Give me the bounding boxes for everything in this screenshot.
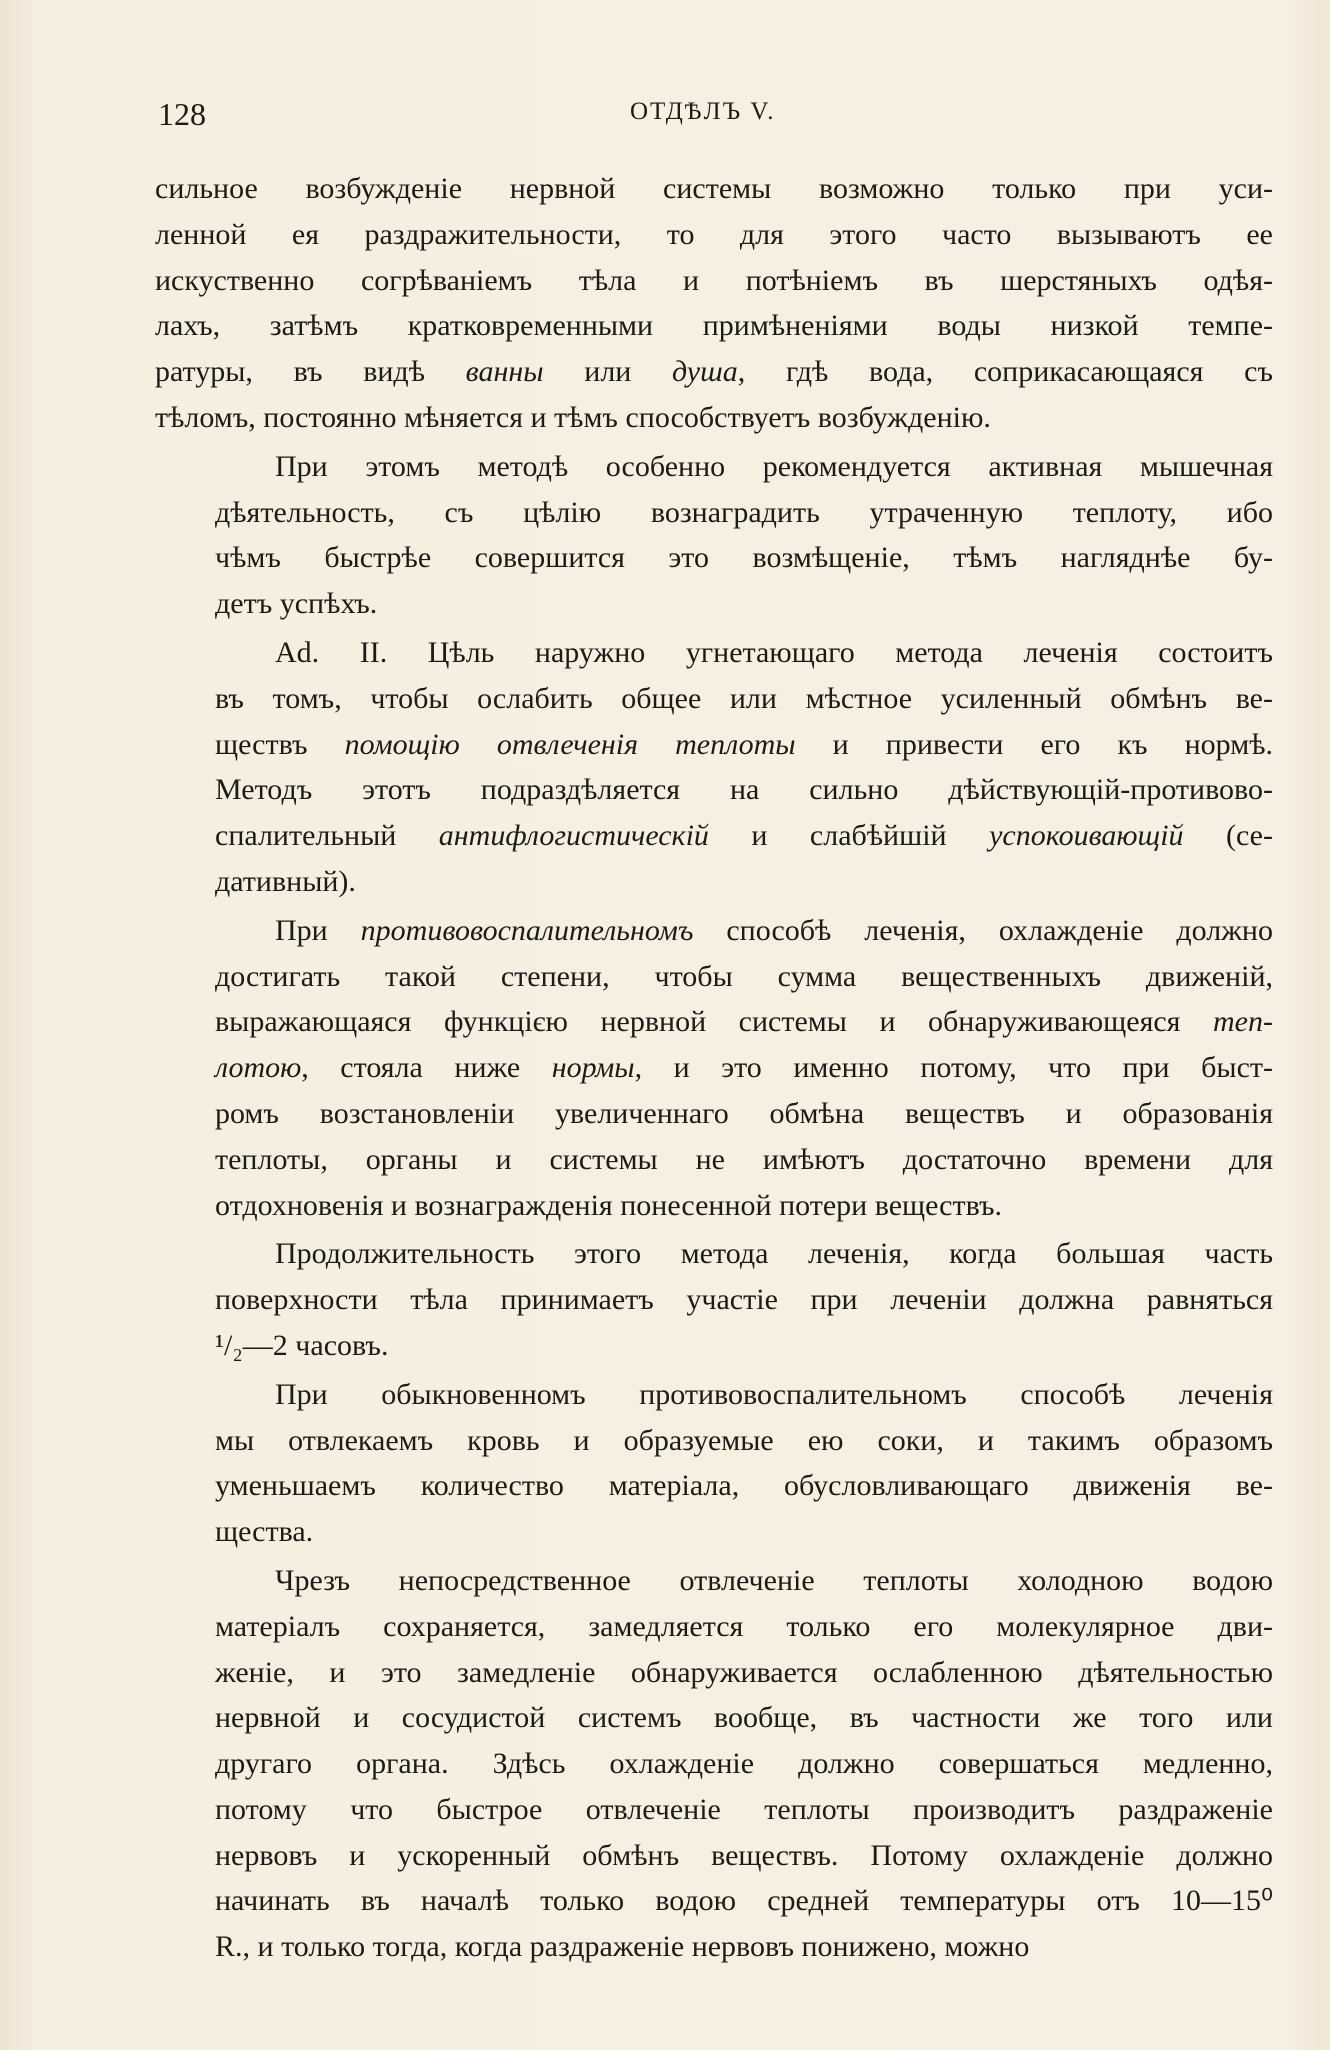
text-run: , и это именно потому, что при быст-: [634, 1051, 1273, 1085]
text-line: [155, 490, 1273, 536]
text-line: [155, 1323, 1273, 1369]
text-run: достигать такой степени, чтобы сумма вещественныхъ движеній,: [215, 959, 1273, 993]
section-title: ОТДѢЛЪ V.: [630, 98, 776, 125]
text-line: [155, 859, 1273, 905]
text-line: [155, 1463, 1273, 1509]
text-run: и привести его къ нормѣ.: [795, 727, 1273, 761]
text-line: [155, 1183, 1273, 1229]
text-line: [155, 1878, 1273, 1924]
text-line: [155, 676, 1273, 722]
text-run: мы отвлекаемъ кровь и образуемые ею соки, и такимъ образомъ: [215, 1423, 1273, 1457]
paragraph: [155, 1231, 1273, 1368]
text-run: и слабѣйшій: [708, 819, 990, 853]
text-line: [155, 1924, 1273, 1970]
text-run: спалительный: [215, 819, 439, 853]
text-run: R., и только тогда, когда раздраженіе нервовъ понижено, можно: [215, 1930, 1030, 1964]
text-run: Чрезъ непосредственное отвлеченіе теплоты холодною водою: [275, 1563, 1273, 1597]
text-run: уменьшаемъ количество матеріала, обусловливающаго движенія ве-: [215, 1469, 1273, 1503]
text-run: матеріалъ сохраняется, замедляется только его молекулярное дви-: [215, 1609, 1273, 1643]
text-run: Методъ этотъ подраздѣляется на сильно дѣйствующій-противово-: [215, 773, 1273, 807]
text-run: ленной ея раздражительности, то для этого часто вызываютъ ее: [155, 217, 1273, 251]
text-line: [155, 1650, 1273, 1696]
text-line: [155, 444, 1273, 490]
text-line: [155, 908, 1273, 954]
text-run: ществъ: [215, 727, 345, 761]
text-line: [155, 395, 1273, 441]
text-line: [155, 166, 1273, 212]
text-line: [155, 349, 1273, 395]
running-head: [158, 96, 1278, 136]
page-number: 128: [158, 96, 206, 132]
text-line: [155, 999, 1273, 1045]
text-run: чѣмъ быстрѣе совершится это возмѣщеніе, тѣмъ нагляднѣе бу-: [215, 541, 1273, 575]
text-line: [155, 1091, 1273, 1137]
text-run: При: [275, 913, 361, 947]
text-line: [155, 1277, 1273, 1323]
text-run: , гдѣ вода, соприкасающаяся съ: [737, 355, 1273, 389]
text-run: потому что быстрое отвлеченіе теплоты производитъ раздраженіе: [215, 1792, 1273, 1826]
text-run: Ad. II. Цѣль наружно угнетающаго метода леченія состоитъ: [275, 635, 1273, 669]
text-run: поверхности тѣла принимаетъ участіе при леченіи должна равняться: [215, 1283, 1273, 1317]
text-line: [155, 1695, 1273, 1741]
text-run: въ томъ, чтобы ослабить общее или мѣстное усиленный обмѣнъ ве-: [215, 681, 1273, 715]
text-line: [155, 1558, 1273, 1604]
text-run: ¹/₂—2 часовъ.: [215, 1328, 389, 1362]
text-run: женіе, и это замедленіе обнаруживается ослабленною дѣятельностью: [215, 1655, 1273, 1689]
paragraph: [155, 444, 1273, 627]
paragraph: [155, 908, 1273, 1229]
text-run: отдохновенія и вознагражденія понесенной потери веществъ.: [215, 1188, 1003, 1222]
text-run: выражающаяся функцією нервной системы и обнаруживающеяся: [215, 1005, 1214, 1039]
text-line: [155, 258, 1273, 304]
text-line: [155, 954, 1273, 1000]
italic-run: ванны: [465, 355, 544, 389]
text-line: [155, 722, 1273, 768]
text-run: другаго органа. Здѣсь охлажденіе должно совершаться медленно,: [215, 1747, 1273, 1781]
text-run: лахъ, затѣмъ кратковременными примѣненіями воды низкой темпе-: [155, 309, 1273, 343]
text-line: [155, 1787, 1273, 1833]
text-run: нервной и сосудистой системъ вообще, въ частности же того или: [215, 1701, 1273, 1735]
text-line: [155, 1231, 1273, 1277]
text-line: [155, 1045, 1273, 1091]
text-run: ромъ возстановленіи увеличеннаго обмѣна веществъ и образованія: [215, 1096, 1273, 1130]
text-run: При обыкновенномъ противовоспалительномъ способѣ леченія: [275, 1377, 1273, 1411]
text-run: дѣятельность, съ цѣлію вознаградить утраченную теплоту, ибо: [215, 495, 1273, 529]
text-line: [155, 1137, 1273, 1183]
text-run: нервовъ и ускоренный обмѣнъ веществъ. Потому охлажденіе должно: [215, 1838, 1273, 1872]
text-line: [155, 1604, 1273, 1650]
text-run: теплоты, органы и системы не имѣютъ достаточно времени для: [215, 1142, 1273, 1176]
text-run: тѣломъ, постоянно мѣняется и тѣмъ способствуетъ возбужденію.: [155, 400, 991, 434]
text-line: [155, 1418, 1273, 1464]
italic-run: успокоивающій: [989, 819, 1184, 853]
text-line: [155, 630, 1273, 676]
paragraph: [155, 166, 1273, 441]
text-line: [155, 581, 1273, 627]
text-run: искуственно согрѣваніемъ тѣла и потѣніемъ въ шерстяныхъ одѣя-: [155, 263, 1273, 297]
text-run: , стояла ниже: [301, 1051, 552, 1085]
text-line: [155, 1741, 1273, 1787]
text-line: [155, 303, 1273, 349]
body-text: [155, 166, 1273, 1973]
text-run: способѣ леченія, охлажденіе должно: [693, 913, 1273, 947]
italic-run: теп-: [1213, 1005, 1273, 1039]
text-run: сильное возбужденіе нервной системы возможно только при уси-: [155, 172, 1273, 205]
italic-run: антифлогистическій: [438, 819, 709, 853]
text-line: [155, 212, 1273, 258]
text-line: [155, 1372, 1273, 1418]
text-line: [155, 813, 1273, 859]
paragraph: [155, 1558, 1273, 1970]
italic-run: лотою: [215, 1051, 302, 1085]
text-run: (се-: [1183, 819, 1273, 853]
italic-run: нормы: [551, 1051, 635, 1085]
paragraph: [155, 1372, 1273, 1555]
italic-run: помощію отвлеченія теплоты: [344, 727, 796, 761]
text-run: детъ успѣхъ.: [215, 587, 378, 621]
text-line: [155, 1833, 1273, 1879]
text-line: [155, 1509, 1273, 1555]
text-run: дативный).: [215, 864, 356, 898]
text-line: [155, 535, 1273, 581]
text-line: [155, 767, 1273, 813]
italic-run: противовоспалительномъ: [360, 913, 694, 947]
text-run: Продолжительность этого метода леченія, когда большая часть: [275, 1237, 1273, 1271]
text-run: щества.: [215, 1515, 314, 1549]
text-run: начинать въ началѣ только водою средней температуры отъ 10—15⁰: [215, 1884, 1273, 1918]
italic-run: душа: [672, 355, 738, 389]
text-run: или: [543, 355, 673, 389]
text-run: ратуры, въ видѣ: [155, 355, 466, 389]
paragraph: [155, 630, 1273, 905]
text-run: При этомъ методѣ особенно рекомендуется активная мышечная: [275, 449, 1273, 483]
